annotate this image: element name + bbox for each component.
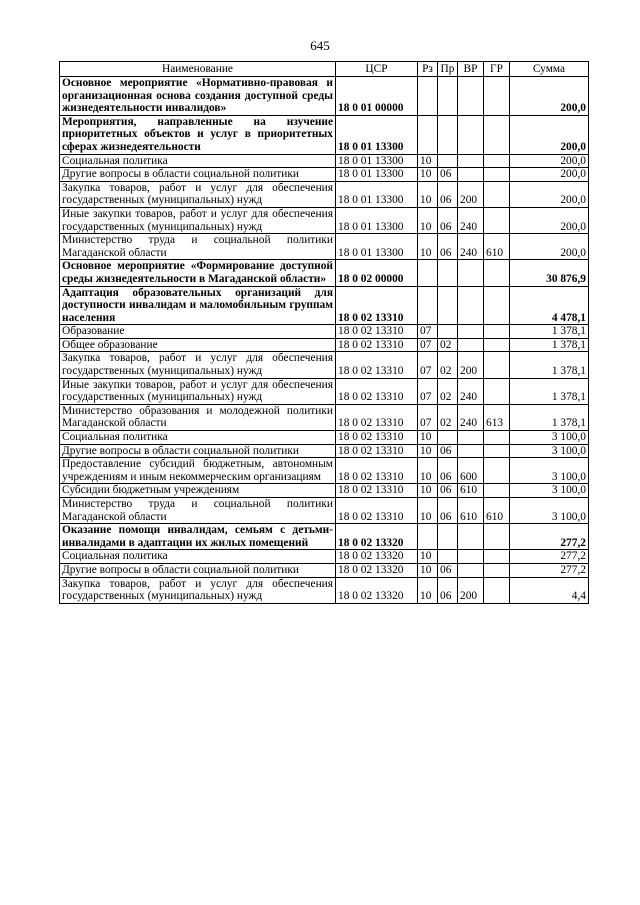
row-csr-cell: 18 0 01 13300 — [336, 154, 418, 168]
row-pr-cell: 06 — [438, 444, 458, 458]
table-row — [60, 338, 589, 352]
table-row — [60, 458, 589, 484]
row-gr-cell — [484, 286, 510, 325]
row-sum-cell: 277,2 — [510, 550, 589, 564]
row-csr-cell: 18 0 02 13320 — [336, 524, 418, 550]
row-sum-cell: 3 100,0 — [510, 484, 589, 498]
row-pr-cell: 06 — [438, 458, 458, 484]
row-pr-cell: 06 — [438, 563, 458, 577]
row-name-cell: Общее образование — [60, 338, 336, 352]
row-gr-cell — [484, 325, 510, 339]
row-csr-cell: 18 0 02 13310 — [336, 404, 418, 430]
budget-table — [59, 61, 589, 604]
row-pr-cell — [438, 524, 458, 550]
header-sum: Сумма — [510, 62, 589, 77]
row-name-cell: Закупка товаров, работ и услуг для обеспечения государственных (муниципальных) нужд — [60, 352, 336, 378]
row-gr-cell — [484, 77, 510, 116]
row-csr-cell: 18 0 02 13310 — [336, 444, 418, 458]
row-csr-cell: 18 0 02 13310 — [336, 378, 418, 404]
row-sum-cell: 4 478,1 — [510, 286, 589, 325]
row-sum-cell: 4,4 — [510, 577, 589, 603]
row-vr-cell — [458, 338, 484, 352]
row-csr-cell: 18 0 02 13310 — [336, 352, 418, 378]
row-vr-cell — [458, 550, 484, 564]
row-gr-cell — [484, 115, 510, 154]
row-pr-cell — [438, 260, 458, 286]
header-gr: ГР — [484, 62, 510, 77]
row-pr-cell: 06 — [438, 577, 458, 603]
row-rz-cell: 07 — [418, 352, 438, 378]
row-rz-cell: 10 — [418, 498, 438, 524]
row-vr-cell: 240 — [458, 404, 484, 430]
row-pr-cell: 02 — [438, 352, 458, 378]
row-rz-cell: 10 — [418, 207, 438, 233]
row-sum-cell: 200,0 — [510, 168, 589, 182]
row-name-cell: Закупка товаров, работ и услуг для обеспечения государственных (муниципальных) нужд — [60, 181, 336, 207]
row-vr-cell: 200 — [458, 577, 484, 603]
row-rz-cell — [418, 524, 438, 550]
row-name-cell: Основное мероприятие «Формирование доступной среды жизнедеятельности в Магаданской области» — [60, 260, 336, 286]
row-sum-cell: 277,2 — [510, 524, 589, 550]
table-row — [60, 260, 589, 286]
table-row — [60, 524, 589, 550]
row-name-cell: Министерство образования и молодежной политики Магаданской области — [60, 404, 336, 430]
row-gr-cell — [484, 431, 510, 445]
table-row — [60, 154, 589, 168]
row-name-cell: Министерство труда и социальной политики Магаданской области — [60, 234, 336, 260]
row-rz-cell: 10 — [418, 168, 438, 182]
row-rz-cell: 10 — [418, 154, 438, 168]
row-pr-cell: 06 — [438, 168, 458, 182]
row-rz-cell: 07 — [418, 378, 438, 404]
table-row — [60, 577, 589, 603]
row-csr-cell: 18 0 02 13310 — [336, 458, 418, 484]
row-rz-cell: 10 — [418, 458, 438, 484]
row-name-cell: Другие вопросы в области социальной политики — [60, 168, 336, 182]
row-csr-cell: 18 0 02 13310 — [336, 431, 418, 445]
row-name-cell: Иные закупки товаров, работ и услуг для обеспечения государственных (муниципальных) нужд — [60, 378, 336, 404]
row-sum-cell: 3 100,0 — [510, 458, 589, 484]
row-vr-cell — [458, 524, 484, 550]
row-sum-cell: 200,0 — [510, 154, 589, 168]
row-csr-cell: 18 0 02 13310 — [336, 338, 418, 352]
row-csr-cell: 18 0 01 13300 — [336, 181, 418, 207]
row-name-cell: Социальная политика — [60, 154, 336, 168]
table-header-row — [60, 62, 589, 77]
table-row — [60, 404, 589, 430]
row-pr-cell — [438, 431, 458, 445]
table-row — [60, 352, 589, 378]
row-pr-cell: 06 — [438, 234, 458, 260]
row-csr-cell: 18 0 02 13320 — [336, 577, 418, 603]
row-sum-cell: 1 378,1 — [510, 325, 589, 339]
row-pr-cell — [438, 550, 458, 564]
table-row — [60, 498, 589, 524]
row-vr-cell: 600 — [458, 458, 484, 484]
row-pr-cell — [438, 154, 458, 168]
row-sum-cell: 3 100,0 — [510, 444, 589, 458]
row-sum-cell: 277,2 — [510, 563, 589, 577]
row-name-cell: Другие вопросы в области социальной политики — [60, 444, 336, 458]
row-pr-cell — [438, 77, 458, 116]
row-gr-cell — [484, 524, 510, 550]
row-rz-cell — [418, 115, 438, 154]
table-row — [60, 115, 589, 154]
row-name-cell: Основное мероприятие «Нормативно-правовая и организационная основа создания доступной среды жизнедеятельности инвалидов» — [60, 77, 336, 116]
table-row — [60, 207, 589, 233]
row-vr-cell: 200 — [458, 181, 484, 207]
row-pr-cell: 06 — [438, 207, 458, 233]
row-gr-cell: 610 — [484, 498, 510, 524]
row-csr-cell: 18 0 01 13300 — [336, 234, 418, 260]
row-csr-cell: 18 0 02 13320 — [336, 563, 418, 577]
row-rz-cell: 10 — [418, 444, 438, 458]
row-csr-cell: 18 0 02 13310 — [336, 498, 418, 524]
row-csr-cell: 18 0 02 13310 — [336, 325, 418, 339]
row-vr-cell — [458, 168, 484, 182]
row-gr-cell — [484, 378, 510, 404]
row-vr-cell: 200 — [458, 352, 484, 378]
row-pr-cell: 02 — [438, 338, 458, 352]
table-row — [60, 168, 589, 182]
row-csr-cell: 18 0 01 13300 — [336, 168, 418, 182]
row-rz-cell — [418, 77, 438, 116]
header-csr: ЦСР — [336, 62, 418, 77]
row-name-cell: Иные закупки товаров, работ и услуг для обеспечения государственных (муниципальных) нужд — [60, 207, 336, 233]
row-name-cell: Социальная политика — [60, 431, 336, 445]
row-csr-cell: 18 0 01 00000 — [336, 77, 418, 116]
row-csr-cell: 18 0 02 13310 — [336, 286, 418, 325]
row-vr-cell: 610 — [458, 484, 484, 498]
table-row — [60, 181, 589, 207]
row-pr-cell: 02 — [438, 378, 458, 404]
row-pr-cell — [438, 286, 458, 325]
row-vr-cell — [458, 325, 484, 339]
table-row — [60, 563, 589, 577]
row-rz-cell: 10 — [418, 563, 438, 577]
row-name-cell: Оказание помощи инвалидам, семьям с детьми-инвалидами в адаптации их жилых помещений — [60, 524, 336, 550]
row-name-cell: Образование — [60, 325, 336, 339]
row-rz-cell: 07 — [418, 325, 438, 339]
row-gr-cell — [484, 550, 510, 564]
row-sum-cell: 1 378,1 — [510, 404, 589, 430]
row-gr-cell: 610 — [484, 234, 510, 260]
header-pr: Пр — [438, 62, 458, 77]
row-csr-cell: 18 0 02 00000 — [336, 260, 418, 286]
row-rz-cell: 10 — [418, 484, 438, 498]
row-name-cell: Предоставление субсидий бюджетным, автономным учреждениям и иным некоммерческим организациям — [60, 458, 336, 484]
row-gr-cell — [484, 577, 510, 603]
row-rz-cell: 10 — [418, 181, 438, 207]
row-rz-cell: 07 — [418, 404, 438, 430]
table-row — [60, 484, 589, 498]
row-name-cell: Субсидии бюджетным учреждениям — [60, 484, 336, 498]
row-rz-cell — [418, 260, 438, 286]
row-name-cell: Закупка товаров, работ и услуг для обеспечения государственных (муниципальных) нужд — [60, 577, 336, 603]
row-gr-cell — [484, 444, 510, 458]
row-name-cell: Социальная политика — [60, 550, 336, 564]
row-rz-cell: 10 — [418, 431, 438, 445]
row-gr-cell — [484, 484, 510, 498]
row-rz-cell: 10 — [418, 577, 438, 603]
row-gr-cell — [484, 352, 510, 378]
row-csr-cell: 18 0 02 13310 — [336, 484, 418, 498]
row-sum-cell: 3 100,0 — [510, 431, 589, 445]
row-gr-cell — [484, 154, 510, 168]
row-pr-cell — [438, 325, 458, 339]
header-name: Наименование — [60, 62, 336, 77]
row-sum-cell: 1 378,1 — [510, 338, 589, 352]
row-rz-cell: 10 — [418, 234, 438, 260]
table-row — [60, 431, 589, 445]
row-rz-cell: 07 — [418, 338, 438, 352]
table-row — [60, 378, 589, 404]
row-vr-cell: 240 — [458, 207, 484, 233]
row-gr-cell — [484, 338, 510, 352]
row-vr-cell — [458, 286, 484, 325]
row-sum-cell: 200,0 — [510, 181, 589, 207]
row-gr-cell — [484, 181, 510, 207]
row-sum-cell: 1 378,1 — [510, 378, 589, 404]
row-vr-cell — [458, 154, 484, 168]
row-sum-cell: 30 876,9 — [510, 260, 589, 286]
row-pr-cell: 06 — [438, 181, 458, 207]
row-sum-cell: 200,0 — [510, 77, 589, 116]
table-row — [60, 550, 589, 564]
header-rz: Рз — [418, 62, 438, 77]
row-rz-cell — [418, 286, 438, 325]
row-sum-cell: 1 378,1 — [510, 352, 589, 378]
table-row — [60, 234, 589, 260]
table-row — [60, 286, 589, 325]
row-gr-cell — [484, 207, 510, 233]
row-name-cell: Мероприятия, направленные на изучение приоритетных объектов и услуг в приоритетных сферах жизнедеятельности — [60, 115, 336, 154]
row-name-cell: Адаптация образовательных организаций для доступности инвалидам и маломобильным группам населения — [60, 286, 336, 325]
row-gr-cell — [484, 458, 510, 484]
row-gr-cell — [484, 168, 510, 182]
row-sum-cell: 200,0 — [510, 207, 589, 233]
row-name-cell: Другие вопросы в области социальной политики — [60, 563, 336, 577]
row-gr-cell — [484, 260, 510, 286]
row-vr-cell — [458, 431, 484, 445]
row-pr-cell — [438, 115, 458, 154]
table-row — [60, 77, 589, 116]
row-vr-cell — [458, 563, 484, 577]
row-vr-cell — [458, 260, 484, 286]
table-row — [60, 325, 589, 339]
row-sum-cell: 200,0 — [510, 234, 589, 260]
header-vr: ВР — [458, 62, 484, 77]
row-vr-cell — [458, 444, 484, 458]
row-pr-cell: 02 — [438, 404, 458, 430]
row-vr-cell: 240 — [458, 234, 484, 260]
row-rz-cell: 10 — [418, 550, 438, 564]
row-csr-cell: 18 0 01 13300 — [336, 207, 418, 233]
row-gr-cell: 613 — [484, 404, 510, 430]
row-gr-cell — [484, 563, 510, 577]
row-csr-cell: 18 0 02 13320 — [336, 550, 418, 564]
row-vr-cell: 240 — [458, 378, 484, 404]
row-vr-cell — [458, 77, 484, 116]
row-name-cell: Министерство труда и социальной политики Магаданской области — [60, 498, 336, 524]
page-number: 645 — [310, 38, 330, 53]
row-pr-cell: 06 — [438, 498, 458, 524]
row-vr-cell: 610 — [458, 498, 484, 524]
table-row — [60, 444, 589, 458]
row-sum-cell: 200,0 — [510, 115, 589, 154]
row-csr-cell: 18 0 01 13300 — [336, 115, 418, 154]
row-pr-cell: 06 — [438, 484, 458, 498]
row-sum-cell: 3 100,0 — [510, 498, 589, 524]
row-vr-cell — [458, 115, 484, 154]
